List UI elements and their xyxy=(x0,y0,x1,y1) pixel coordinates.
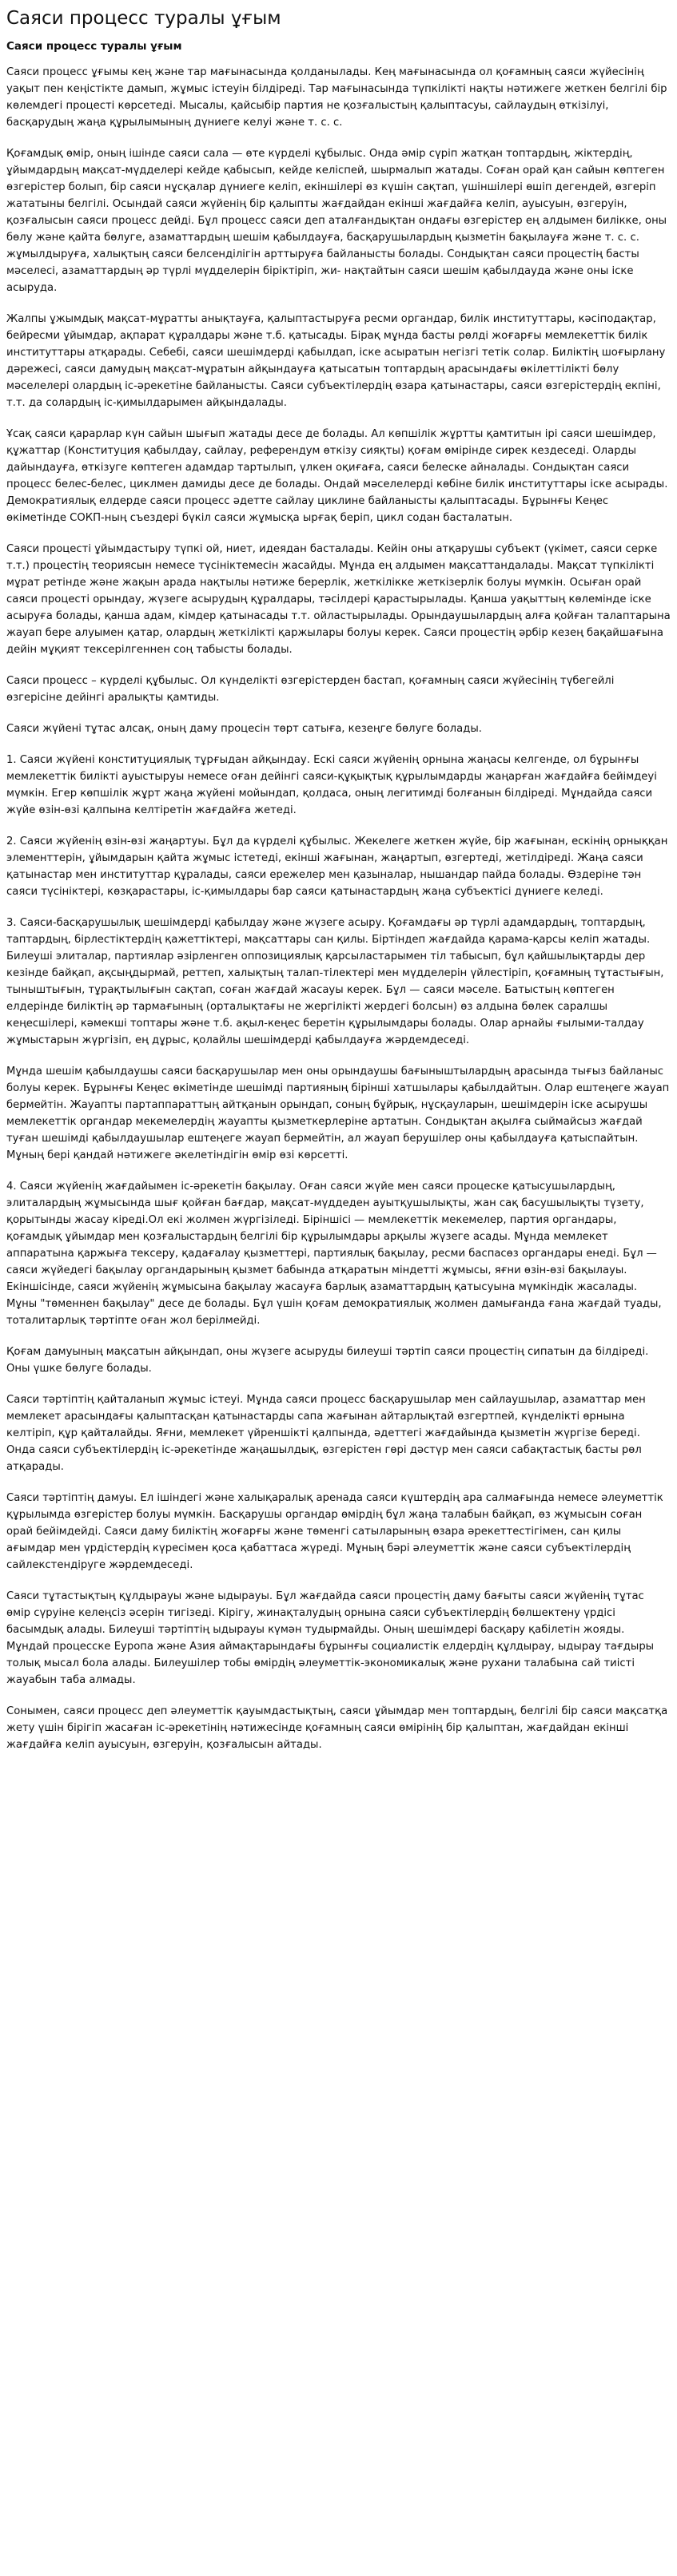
section-heading: Саяси процесс туралы ұғым xyxy=(6,40,182,53)
paragraph: Саяси жүйені тұтас алсақ, оның даму процесін төрт сатыға, кезеңге бөлуге болады. xyxy=(6,723,482,735)
article-body xyxy=(6,64,671,1753)
paragraph: Қоғам дамуының мақсатын айқындап, оны жүзеге асыруды билеуші тәртіп саяси процестің сипатын да білдіреді. Оны үшке бөлуге болады. xyxy=(6,1346,649,1375)
paragraph: Саяси процесті ұйымдастыру түпкі ой, ниет, идеядан басталады. Кейін оны атқарушы субъект (үкімет, саяси серке т.т.) процестің теориясын немесе түсініктемесін жасайды. Мұнда ең алдымен мақсаттандалады. Мақсат түпкілікті мұрат ретінде және жақын арада нақтылы нәтиже берерлік, жеткілікке жеткізерлік болуы мүмкін. Осыған орай саяси процесті орындау, жүзеге асырудың құралдары, тәсілдері қарастырылады. Қанша уақыттың көлемінде іске асыруға болады, қанша адам, кімдер қатынасады т.т. ойластырылады. Орындаушылардың алға қойған талаптарына жауап бере алуымен қатар, олардың жеткілікті қаржылары болуы керек. Саяси процестің әрбір кезең бақайшағына дейін мұқият тексерілгеннен соң табысты болады. xyxy=(6,543,671,656)
paragraph: Саяси тұтастықтың құлдырауы және ыдырауы. Бұл жағдайда саяси процестің даму бағыты саяси жүйенің тұтас өмір сүруіне келеңсіз әсерін тигізеді. Кірігу, жинақталудың орнына саяси субъектілердің бөлшектену үрдісі басымдық алады. Билеуші тәртіптің ыдырауы күмән тудырмайды. Оның шешімдері басқару қабілетін жояды. Мұндай процесске Еуропа және Азия аймақтарындағы бұрынғы социалистік елдердің құлдырау, ыдырау тағдыры толық мысал бола алады. Билеушілер тобы өмірдің әлеуметтік-экономикалық және рухани талабына сай тиісті жауабын таба алмады. xyxy=(6,1590,655,1686)
paragraph: Қоғамдық өмір, оның ішінде саяси сала — өте күрделі құбылыс. Онда әмір сүріп жатқан топтардың, жіктердің, ұйымдардың мақсат-мүдделері кейде қабысып, кейде келіспей, шырмалып жатады. Соған орай қан сайын көптеген өзгерістер болып, бір саяси нұсқалар дүниеге келіп, екіншілері өз күшін сақтап, үшіншілері өшіп дегендей, өзгеріп жататыны белгілі. Осындай саяси жүйенің бір қалыпты жағдайдан екінші жағдайға келіп, ауысуын, өзгеруін, қозғалысын саяси процесс дейді. Бұл процесс саяси деп аталғандықтан ондағы өзгерістер ең алдымен билікке, оны бөлу және қайта бөлуге, азаматтардың шешім қабылдауға, басқарушылардың қызметін бақылауға және т. с. с. жұмылдыруға, халықтың саяси белсенділігін арттыруға байланысты болады. Сондықтан саяси процестің басты мәселесі, азаматтардың әр түрлі мүдделерін біріктіріп, жи- нақтайтын саяси шешім қабылдауда және оны іске асыруда. xyxy=(6,148,667,294)
paragraph: Саяси процесс ұғымы кең және тар мағынасында қолданылады. Кең мағынасында ол қоғамның саяси жүйесінің уақыт пен кеңістікте дамып, жұмыс істеуін білдіреді. Тар мағынасында түпкілікті нақты нәтижеге жеткен белгілі бір көлемдегі процесті көрсетеді. Мысалы, қайсыбір партия не қозғалыстың қалыптасуы, сайлаудың өткізілуі, басқарудың жаңа құрылымының дүниеге келуі және т. с. с. xyxy=(6,66,667,129)
paragraph: Мұнда шешім қабылдаушы саяси басқарушылар мен оны орындаушы бағыныштылардың арасында тығыз байланыс болуы керек. Бұрынғы Кеңес өкіметінде шешімді партияның бірінші хатшылары қабылдайтын. Олар ештеңеге жауап бермейтін. Жауапты партаппараттың айтқанын орындап, соның бұйрық, нұсқауларын, шешімдерін іске асырушы мемлекеттік органдар мекемелердің жауапты қызметкерлеріне артатын. Сондықтан ақылға сыймайсыз жағдай туған шешімді қабылдаушылар ештеңеге жауап бермейтін, ал жауап берушілер оны қабылдауға қатыспайтын. Мұның бері қандай нәтижеге әкелетіндігін өмір өзі көрсетті. xyxy=(6,1066,670,1161)
paragraph: Жалпы ұжымдық мақсат-мұратты анықтауға, қалыптастыруға ресми органдар, билік институттары, кәсіподақтар, бейресми ұйымдар, ақпарат құралдары және т.б. қатысады. Бірақ мұнда басты рөлді жоғарғы мемлекеттік билік институттары атқарады. Себебі, саяси шешімдерді қабылдап, іске асыратын негізгі тетік солар. Биліктің шоғырлану дәрежесі, саяси дамудың мақсат-мұратын айқындауға қатысатын топтардың арасындағы өкілеттілікті бөлу мәселелері олардың іс-әрекетіне байланысты. Саяси субъектілердің өзара қатынастары, саяси өзгерістердің екпіні, т.т. да солардың іс-қимылдарымен айқындалады. xyxy=(6,313,666,409)
paragraph: Саяси тәртіптің қайталанып жұмыс істеуі. Мұнда саяси процесс басқарушылар мен сайлаушылар, азаматтар мен мемлекет арасындағы қалыптасқан қатынастарды сапа жағынан айтарлықтай өзгертпей, күнделікті өрнына келтіріп, құр қайталайды. Яғни, мемлекет үйреншікті қалпында, әдеттегі жағдайында қызметін жүргізе береді. Онда саяси субъектілердің іс-әрекетінде жаңашылдық, өзгерістен гөрі дәстүр мен саяси сабақтастық басты рөл атқарады. xyxy=(6,1394,646,1473)
paragraph: 3. Саяси-басқарушылық шешімдерді қабылдау және жүзеге асыру. Қоғамдағы әр түрлі адамдардың, топтардың, таптардың, бірлестіктердің қажеттіктері, мақсаттары сан қилы. Біртіндеп жағдайда қарама-қарсы келіп жатады. Билеуші элиталар, партиялар әзірленген оппозициялық қарсыластарымен тіл табысып, бұл қайшылықтарды дер кезінде байқап, ақсыңдырмай, реттеп, халықтың талап-тілектері мен мүдделерін үйлестіріп, қоғамның тұтастығын, тыныштығын, тұрақтылығын сақтап, соған жағдай жасауы керек. Бұл — саяси мәселе. Батыстың көптеген елдерінде биліктің әр тармағының (орталықтағы не жергілікті жердегі болсын) өз алдына бөлек саралшы кеңесшілері, кәмекші топтары және т.б. ақыл-кеңес беретін құрылымдары болады. Олар арнайы ғылыми-талдау жұмыстарын жүргізіп, ең дұрыс, қолайлы шешімдерді қабылдауға жәрдемдеседі. xyxy=(6,917,664,1046)
paragraph: Саяси тәртіптің дамуы. Ел ішіндегі және халықаралық аренада саяси күштердің ара салмағында немесе әлеуметтік құрылымда өзгерістер болуы мүмкін. Басқарушы органдар өмірдің бұл жаңа талабын байқап, өз жұмысын соған орай бейімдейді. Саяси даму биліктің жоғарғы және төменгі сатыларының өзара әрекеттестігімен, сан қилы ағымдар мен үрдістердің күресімен қоса қабаттаса жүреді. Мұның бәрі әлеуметтік және саяси субъектілердің сайлекстендіруге жәрдемдеседі. xyxy=(6,1492,663,1571)
paragraph: Саяси процесс – күрделі құбылыс. Ол күнделікті өзгерістерден бастап, қоғамның саяси жүйесінің түбегейлі өзгерісіне дейінгі аралықты қамтиды. xyxy=(6,675,615,704)
paragraph: 4. Саяси жүйенің жағдайымен іс-әрекетін бақылау. Оған саяси жүйе мен саяси процеске қатысушылардың, элиталардың жұмысында шығ қойған бағдар, мақсат-мүддеден ауытқушылықты, жан сақ басушылықты түзету, қорытынды жасау кіреді.Ол екі жолмен жүргізіледі. Біріншісі — мемлекеттік мекемелер, партия органдары, қоғамдық ұйымдар мен қозғалыстардың белгілі бір құрылымдары арқылы жүзеге асады. Мұнда мемлекет аппаратына қаржыға тексеру, қадағалау қызметтері, партиялық бақылау, ресми баспасөз органдары енеді. Бұл — саяси жүйедегі бақылау органдарының қызмет бабында атқаратын міндетті жұмысы, яғни өзін-өзі бақылауы. Екіншісінде, саяси жүйенің жұмысына бақылау жасауға барлық азаматтардың қатысуына мүмкіндік жасалады. Мұны "төменнен бақылау" десе де болады. Бұл үшін қоғам демократиялық жолмен дамығанда ғана жағдай туады, тоталитарлық тәртіпте оған жол берілмейді. xyxy=(6,1181,662,1327)
paragraph: Сонымен, саяси процесс деп әлеуметтік қауымдастықтың, саяси ұйымдар мен топтардың, белгілі бір саяси мақсатқа жету үшін бірігіп жасаған іс-әрекетінің нәтижесінде қоғамның саяси өмірінің бір қалыптан, жағдайдан екінші жағдайға келіп ауысуын, өзгеруін, қозғалысын айтады. xyxy=(6,1705,668,1751)
paragraph: 1. Саяси жүйені конституциялық тұрғыдан айқындау. Ескі саяси жүйенің орнына жаңасы келгенде, ол бұрынғы мемлекеттік билікті ауыстыруы немесе оған дейінгі саяси-құқықтық құрылымдарды жаңарған жағдайға бейімдеуі мүмкін. Егер көпшілік жұрт жаңа жүйені мойындап, қолдаса, оның легитимді болғанын білдіреді. Мұндайда саяси жүйе өзін-өзі қалпына келтіретін жағдайға жетеді. xyxy=(6,754,657,816)
paragraph: Ұсақ саяси қарарлар күн сайын шығып жатады десе де болады. Ал көпшілік жұртты қамтитын ірі саяси шешімдер, құжаттар (Конституция қабылдау, сайлау, референдум өткізу сияқты) қоғам өмірінде сирек кездеседі. Оларды дайындауға, өткізуге көптеген адамдар тартылып, үлкен оқиғаға, саяси белеске айналады. Сондықтан саяси процесс белес-белес, циклмен дамиды десе де болады. Ондай мәселелерді көбіне билік институттары іске асырады. Демократиялық елдерде саяси процесс әдетте сайлау циклине байланысты қалыптасады. Бұрынғы Кеңес өкіметінде СОКП-ның съездері бүкіл саяси жұмысқа ырғақ беріп, цикл содан басталатын. xyxy=(6,428,668,524)
paragraph: 2. Саяси жүйенің өзін-өзі жаңартуы. Бұл да күрделі құбылыс. Жекелеге жеткен жүйе, бір жағынан, ескінің орныққан элементтерін, ұйымдарын қайта жұмыс істетеді, екінші жағынан, жаңартып, өзгертеді, жетілдіреді. Жаңа саяси қатынастар мен институттар құралады, саяси ережелер мен қазыналар, нышандар пайда болады. Өздеріне тән саяси түсініктері, көзқарастары, іс-қимылдары бар саяси қатынастардың жаңа субъектісі дүниеге келеді. xyxy=(6,836,668,898)
page-title: Саяси процесс туралы ұғым xyxy=(6,8,281,29)
